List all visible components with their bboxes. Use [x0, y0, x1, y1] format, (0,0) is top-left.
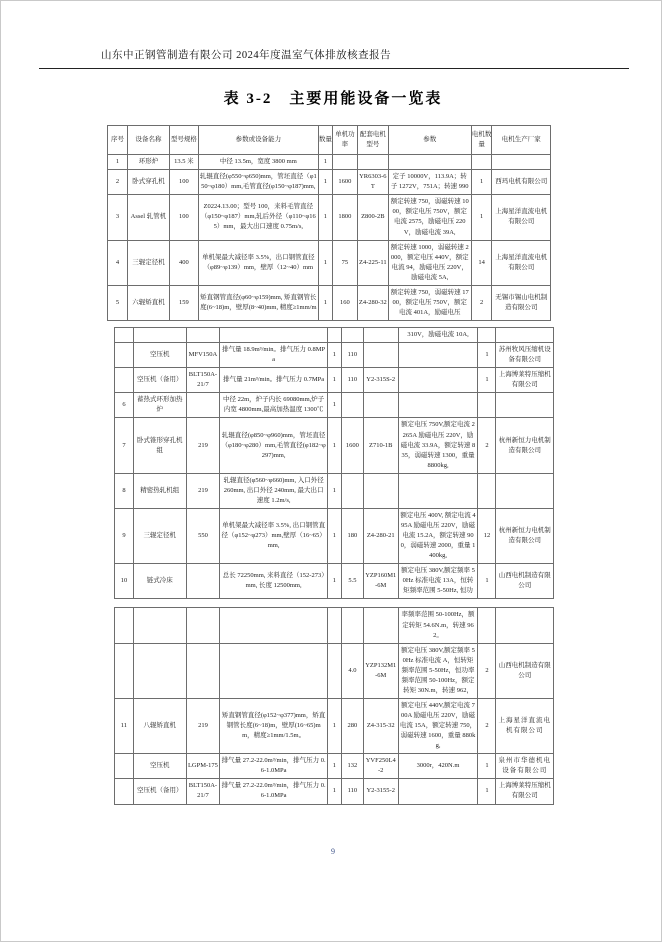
table-cell: 11 [115, 698, 134, 753]
table-cell [478, 608, 496, 643]
table-cell: 空压机（备用） [133, 368, 186, 393]
table-cell: 1 [318, 155, 332, 170]
table-cell [363, 608, 398, 643]
table-cell [220, 328, 328, 343]
table-cell [327, 328, 341, 343]
table-row [108, 170, 551, 195]
table-cell: 轧辊直径(φ550~φ650)mm，管坯直径（φ150~φ180）mm,毛管直径(φ150~φ187)mm, [198, 170, 318, 195]
table-cell: 2 [478, 698, 496, 753]
table-cell: 额定电压 440V,额定电流 700A 励磁电压 220V，励磁电流 15A，额定转速 750，弱磁转速 1600，重量 880kg, [398, 698, 478, 753]
table-cell: 1 [478, 754, 496, 779]
table-cell: Y2-3155-2 [363, 779, 398, 804]
table-cell [398, 393, 478, 418]
column-header: 电机生产厂家 [492, 126, 551, 155]
table-cell: 卧式锥形穿孔机组 [133, 418, 186, 473]
table-cell: 上海博莱特压缩机有限公司 [496, 368, 554, 393]
table-cell: 八辊矫直机 [133, 698, 186, 753]
table-cell [496, 328, 554, 343]
table-cell: BLT150A-21/7 [186, 779, 220, 804]
table-cell [115, 368, 134, 393]
table-cell [363, 343, 398, 368]
table-row [108, 195, 551, 240]
table-cell: 4.0 [341, 643, 363, 698]
table-cell [478, 328, 496, 343]
table-cell: 1 [327, 508, 341, 563]
table-row [115, 328, 554, 343]
table-caption: 表 3-2 主要用能设备一览表 [223, 91, 443, 107]
table-cell: 1 [478, 564, 496, 599]
table-cell: 额定电压 380V,额定频率 50Hz 标准电流 13A，恒转矩频率范围 5-50Hz, 恒功 [398, 564, 478, 599]
table-cell: 排气量 18.9m³/min。排气压力 0.8MPa [220, 343, 328, 368]
table-cell: 空压机 [133, 343, 186, 368]
table-cell [341, 328, 363, 343]
table-cell: 110 [341, 779, 363, 804]
table-cell: 单机架最大减径率 3.5%, 出口钢管直径（φ152~φ273）mm,壁厚（16~65）mm, [220, 508, 328, 563]
table-cell: Z4-280-32 [357, 285, 388, 320]
table-cell [341, 473, 363, 508]
table-cell [186, 564, 220, 599]
table-cell: YVF250L4-2 [363, 754, 398, 779]
table-cell: 100 [170, 195, 199, 240]
table-cell: 1 [318, 170, 332, 195]
column-header: 参数 [388, 126, 471, 155]
table-cell [492, 155, 551, 170]
table-cell [115, 343, 134, 368]
table-cell: 1 [327, 343, 341, 368]
table-row [115, 393, 554, 418]
table-cell: 中径 13.5m，宽度 3800 mm [198, 155, 318, 170]
table-cell: 1600 [341, 418, 363, 473]
table-cell: Z0224.13.00；型号 100，来料毛管直径（φ150~φ187）mm,轧后外径（φ110~φ165）mm，最大出口速度 0.75m/s, [198, 195, 318, 240]
table-cell: 1 [327, 698, 341, 753]
page-number: 9 [331, 847, 335, 856]
table-cell: 2 [478, 643, 496, 698]
table-cell [398, 368, 478, 393]
table-cell: 1 [478, 779, 496, 804]
table-row [115, 698, 554, 753]
table-cell [496, 608, 554, 643]
table-row [108, 155, 551, 170]
table-cell: 1 [318, 195, 332, 240]
column-header: 序号 [108, 126, 128, 155]
document-header [39, 47, 629, 69]
table-cell: 110 [341, 343, 363, 368]
table-cell: 1 [327, 564, 341, 599]
table-cell [115, 754, 134, 779]
table-cell: 三辊定径机 [133, 508, 186, 563]
table-cell [496, 393, 554, 418]
table-cell: 苏州牧风压缩机设备有限公司 [496, 343, 554, 368]
table-cell: 2 [478, 418, 496, 473]
table-cell: 1 [478, 368, 496, 393]
table-cell: 1600 [333, 170, 358, 195]
table-cell [478, 393, 496, 418]
table-cell: Z4-225-11 [357, 240, 388, 285]
table-cell: 卧式穿孔机 [127, 170, 169, 195]
table-cell: 空压机（备用） [133, 779, 186, 804]
table-cell: 1 [108, 155, 128, 170]
table-cell: 矫直钢管直径(φ60~φ159)mm, 矫直钢管长度(6~18)m，壁厚(8~40)mm, 精度≥1mm/m [198, 285, 318, 320]
table-cell: 100 [170, 170, 199, 195]
column-header: 型号规格 [170, 126, 199, 155]
table-cell: 10 [115, 564, 134, 599]
table-cell [341, 393, 363, 418]
table-cell: YR6303-6T [357, 170, 388, 195]
table-cell [186, 643, 220, 698]
table-cell: 280 [341, 698, 363, 753]
table-cell [115, 608, 134, 643]
document-header-title: 山东中正钢管制造有限公司 2024年度温室气体排放核查报告 [101, 50, 392, 61]
table-cell [115, 779, 134, 804]
table-cell: 率频率范围 50-100Hz，额定转矩 54.6N.m，转速 962。 [398, 608, 478, 643]
table-cell: 额定电压 400V, 额定电流 495A 励磁电压 220V，励磁电流 15.2A，额定转速 900，弱磁转速 2000，重量 1400kg, [398, 508, 478, 563]
table-cell: 3 [108, 195, 128, 240]
table-cell: 上海星洋直流电机有限公司 [492, 240, 551, 285]
column-header: 配套电机型号 [357, 126, 388, 155]
table-cell: 杭州新恒力电机制造有限公司 [496, 418, 554, 473]
table-cell: LGPM-175 [186, 754, 220, 779]
table-cell: 14 [471, 240, 492, 285]
table-cell [186, 328, 220, 343]
table-cell: 中径 22m，炉子内长 69080mm,炉子内宽 4800mm,最高加热温度 1300℃ [220, 393, 328, 418]
table-cell: 1 [327, 473, 341, 508]
table-cell: 精密热轧机组 [133, 473, 186, 508]
column-header: 设备名称 [127, 126, 169, 155]
table-cell: YZP160M1-6M [363, 564, 398, 599]
table-cell: Z800-2B [357, 195, 388, 240]
table-cell: 219 [186, 698, 220, 753]
table-cell: Y2-315S-2 [363, 368, 398, 393]
table-cell: 5 [108, 285, 128, 320]
table-cell [115, 643, 134, 698]
table-cell: 219 [186, 418, 220, 473]
table-row [115, 643, 554, 698]
table-cell: 1 [327, 779, 341, 804]
table-cell: 排气量 21m³/min。排气压力 0.7MPa [220, 368, 328, 393]
table-cell: 1 [327, 754, 341, 779]
table-header-row [108, 126, 551, 155]
table-cell: 额定电压 380V,额定频率 50Hz 标准电流 A，恒转矩频率范围 5-50Hz，恒功率频率范围 50-100Hz，额定转矩 30N.m，转速 962， [398, 643, 478, 698]
table-cell: 6 [115, 393, 134, 418]
table-cell [496, 473, 554, 508]
table-row [115, 779, 554, 804]
table-cell: 180 [341, 508, 363, 563]
table-cell [471, 155, 492, 170]
table-cell: 空压机 [133, 754, 186, 779]
table-cell: 环形炉 [127, 155, 169, 170]
table-cell [398, 343, 478, 368]
table-cell: 轧辊直径(φ850~φ960)mm，管坯直径（φ180~φ280）mm,毛管直径(φ182~φ297)mm, [220, 418, 328, 473]
table-cell: 1 [327, 368, 341, 393]
table-row [108, 285, 551, 320]
table-row [115, 418, 554, 473]
table-cell [398, 779, 478, 804]
table-cell: Assel 轧管机 [127, 195, 169, 240]
table-cell: 5.5 [341, 564, 363, 599]
table-row [115, 368, 554, 393]
table-cell: 三辊定径机 [127, 240, 169, 285]
table-cell: 额定转速 1000，弱磁转速 2000，额定电压 440V，额定电流 94，励磁电压 220V，励磁电流 5A, [388, 240, 471, 285]
table-cell [327, 608, 341, 643]
table-cell: 2 [471, 285, 492, 320]
table-cell [115, 328, 134, 343]
table-cell: 额定电压 750V,额定电流 2265A 励磁电压 220V，励磁电流 33.9A，额定转速 835，弱磁转速 1300，重量 8800kg, [398, 418, 478, 473]
equipment-table-segment-1 [107, 125, 551, 321]
tables-host [1, 125, 664, 805]
table-cell: 山西电机制造有限公司 [496, 643, 554, 698]
table-cell: 1800 [333, 195, 358, 240]
table-cell: 310V，励磁电流 10A, [398, 328, 478, 343]
table-cell: 8 [115, 473, 134, 508]
table-cell: 1 [327, 393, 341, 418]
table-cell: 额定转速 750，弱磁转速 1000，额定电压 750V，额定电流 2575，励磁电压 220V，励磁电流 39A, [388, 195, 471, 240]
table-cell: 2 [108, 170, 128, 195]
table-cell: 110 [341, 368, 363, 393]
table-cell [186, 393, 220, 418]
column-header: 电机数量 [471, 126, 492, 155]
table-cell: 杭州新恒力电机制造有限公司 [496, 508, 554, 563]
table-cell [363, 473, 398, 508]
table-cell: 山西电机制造有限公司 [496, 564, 554, 599]
equipment-table-segment-3 [114, 607, 554, 804]
table-cell: 西玛电机有限公司 [492, 170, 551, 195]
table-cell [333, 155, 358, 170]
table-cell: 泉州市华德机电设备有限公司 [496, 754, 554, 779]
column-header: 数量 [318, 126, 332, 155]
table-cell: 轧辊直径(φ560~φ660)mm, 入口外径 260mm, 出口外径 240mm, 最大出口速度 1.2m/s, [220, 473, 328, 508]
table-cell: 上海星洋直流电机有限公司 [496, 698, 554, 753]
column-header: 单机功率 [333, 126, 358, 155]
table-cell: 75 [333, 240, 358, 285]
table-cell: 4 [108, 240, 128, 285]
table-cell [133, 608, 186, 643]
table-row [115, 508, 554, 563]
table-cell: 定子 10000V，113.9A；转子 1272V，751A；转速 990 [388, 170, 471, 195]
table-row [115, 343, 554, 368]
table-cell: 219 [186, 473, 220, 508]
table-cell: 无锡市锡山电机制造有限公司 [492, 285, 551, 320]
table-cell: 上海星洋直流电机有限公司 [492, 195, 551, 240]
table-cell: 3000r，420N.m [398, 754, 478, 779]
table-row [115, 473, 554, 508]
table-row [115, 754, 554, 779]
table-cell: 1 [478, 343, 496, 368]
table-cell: BLT150A-21/7 [186, 368, 220, 393]
table-cell: Z710-1B [363, 418, 398, 473]
table-cell: 总长 72250mm, 来料直径（152-273）mm, 长度 12500mm, [220, 564, 328, 599]
table-cell: 1 [318, 240, 332, 285]
column-header: 参数或设备能力 [198, 126, 318, 155]
table-cell: 7 [115, 418, 134, 473]
table-cell: 400 [170, 240, 199, 285]
table-cell [220, 643, 328, 698]
table-cell: 160 [333, 285, 358, 320]
table-cell: YZP132M1-6M [363, 643, 398, 698]
table-cell: 额定转速 750，弱磁转速 1700，额定电压 750V，额定电流 401A，励磁电压 [388, 285, 471, 320]
table-cell: 9 [115, 508, 134, 563]
table-cell: 六辊矫直机 [127, 285, 169, 320]
table-cell [357, 155, 388, 170]
table-row [108, 240, 551, 285]
equipment-table-segment-2 [114, 327, 554, 599]
table-cell [478, 473, 496, 508]
table-cell [220, 608, 328, 643]
table-row [115, 564, 554, 599]
table-cell: 矫直钢管直径(φ152~φ377)mm，矫直钢管长度(6~18)m，壁厚(16~65)mm，精度≥1mm/1.5m。 [220, 698, 328, 753]
table-cell: 1 [471, 170, 492, 195]
table-cell [388, 155, 471, 170]
table-cell: 1 [318, 285, 332, 320]
table-row [115, 608, 554, 643]
table-cell: 550 [186, 508, 220, 563]
table-cell [341, 608, 363, 643]
table-cell [133, 643, 186, 698]
table-cell: 链式冷床 [133, 564, 186, 599]
table-cell: 1 [471, 195, 492, 240]
table-cell: 13.5 米 [170, 155, 199, 170]
table-cell: 排气量 27.2-22.0m³/min，排气压力 0.6-1.0MPa [220, 754, 328, 779]
table-cell [363, 393, 398, 418]
table-cell: 12 [478, 508, 496, 563]
table-cell: 132 [341, 754, 363, 779]
table-cell [133, 328, 186, 343]
table-cell: 排气量 27.2-22.0m³/min，排气压力 0.6-1.0MPa [220, 779, 328, 804]
table-cell [186, 608, 220, 643]
table-cell [363, 328, 398, 343]
table-cell: MFV150A [186, 343, 220, 368]
table-cell [327, 643, 341, 698]
table-cell: 蓄热式环形加热炉 [133, 393, 186, 418]
table-cell: Z4-315-32 [363, 698, 398, 753]
table-cell: 上海博莱特压缩机有限公司 [496, 779, 554, 804]
table-cell [398, 473, 478, 508]
table-cell: 1 [327, 418, 341, 473]
table-cell: 159 [170, 285, 199, 320]
table-cell: 单机架最大减径率 3.5%，出口钢管直径（φ89~φ139）mm，壁厚（12~40）mm [198, 240, 318, 285]
table-cell: Z4-280-21 [363, 508, 398, 563]
